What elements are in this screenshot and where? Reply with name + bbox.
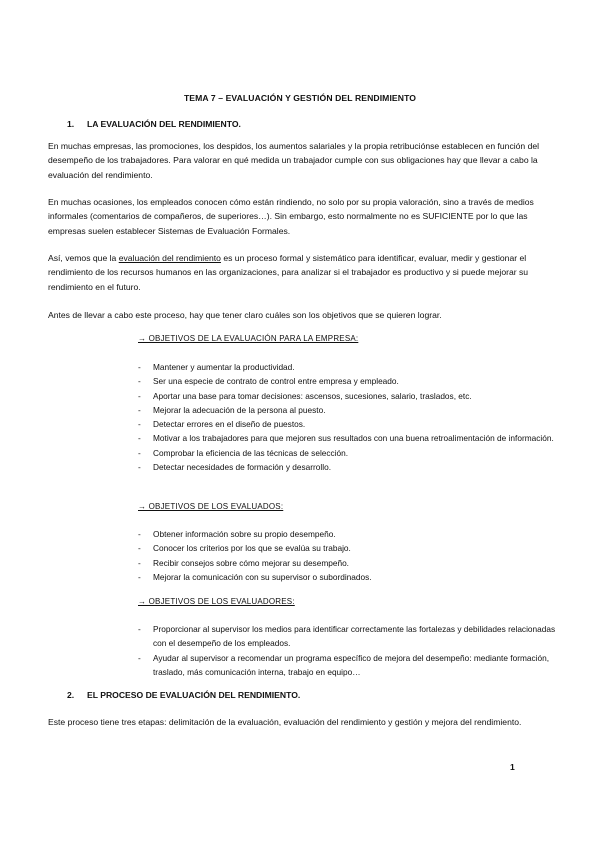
section-1-heading xyxy=(67,119,241,129)
objectives-company-list xyxy=(138,360,558,474)
list-item: - Detectar necesidades de formación y desarrollo. xyxy=(138,460,558,474)
paragraph-1: En muchas empresas, las promociones, los despidos, los aumentos salariales y la propia retribuciónse establecen en función del desempeño de los trabajadores. Para valorar en qué medida un trabajador cumple con sus obligaciones hay que llevar a cabo la evaluación del rendimiento. xyxy=(48,141,540,180)
list-bullet: - xyxy=(138,543,141,554)
list-bullet: - xyxy=(138,557,141,568)
list-bullet: - xyxy=(138,571,141,582)
objectives-evaluated-heading: → OBJETIVOS DE LOS EVALUADOS: xyxy=(138,502,284,511)
list-item: - Obtener información sobre su propio desempeño. xyxy=(138,527,558,541)
paragraph-3-start: Así, vemos que la xyxy=(48,253,119,263)
list-item: - Detectar errores en el diseño de puestos. xyxy=(138,417,558,431)
section-2-label: EL PROCESO DE EVALUACIÓN DEL RENDIMIENTO. xyxy=(87,690,301,700)
section-2-number: 2. xyxy=(67,690,75,700)
list-item: - Mantener y aumentar la productividad. xyxy=(138,360,558,374)
list-item: - Comprobar la eficiencia de las técnicas de selección. xyxy=(138,446,558,460)
paragraph-4: Antes de llevar a cabo este proceso, hay que tener claro cuáles son los objetivos que se quieren lograr. xyxy=(48,310,442,320)
objectives-evaluated-list xyxy=(138,527,558,584)
list-bullet: - xyxy=(138,419,141,430)
objectives-evaluators-list xyxy=(138,622,558,679)
list-item: - Mejorar la adecuación de la persona al puesto. xyxy=(138,403,558,417)
list-bullet: - xyxy=(138,447,141,458)
list-item: - Ayudar al supervisor a recomendar un programa específico de mejora del desempeño: mediante formación, traslado, más comunicación interna, trabajo en equipo… xyxy=(138,652,550,677)
list-item: - Ser una especie de contrato de control entre empresa y empleado. xyxy=(138,374,558,388)
list-bullet: - xyxy=(138,624,141,634)
objectives-company-heading: → OBJETIVOS DE LA EVALUACIÓN PARA LA EMPRESA: xyxy=(138,334,359,343)
list-item: - Proporcionar al supervisor los medios para identificar correctamente las fortalezas y debilidades relacionadas con el desempeño de los empleados. xyxy=(138,624,556,649)
list-bullet: - xyxy=(138,529,141,539)
list-bullet: - xyxy=(138,652,141,663)
paragraph-2: En muchas ocasiones, los empleados conocen cómo están rindiendo, no solo por su propia valoración, sino a través de medios informales (comentarios de compañeros, de superiores…). Sin embargo, esto normalmente no es SUFICIENTE por lo que las empresas suelen establecer Sistemas de Evaluación Formales. xyxy=(48,197,534,236)
paragraph-3-end: es un proceso formal y sistemático para identificar, evaluar, medir y gestionar el rendimiento de los recursos humanos en las organizaciones, para analizar si el trabajador es productivo y si puede mejorar su rendimiento en el futuro. xyxy=(48,253,529,292)
paragraph-3-term: evaluación del rendimiento xyxy=(118,253,221,263)
list-bullet: - xyxy=(138,376,141,387)
section-2-heading xyxy=(67,690,300,700)
document-title: TEMA 7 – EVALUACIÓN Y GESTIÓN DEL RENDIMIENTO xyxy=(183,93,417,103)
list-bullet: - xyxy=(138,404,141,415)
list-item: - Conocer los criterios por los que se evalúa su trabajo. xyxy=(138,541,558,555)
paragraph-3 xyxy=(48,251,553,294)
list-item: - Mejorar la comunicación con su supervisor o subordinados. xyxy=(138,570,558,584)
list-bullet: - xyxy=(138,462,141,473)
list-bullet: - xyxy=(138,362,141,372)
section-1-number: 1. xyxy=(67,119,75,129)
page-number: 1 xyxy=(510,762,515,772)
list-item: - Aportar una base para tomar decisiones: ascensos, sucesiones, salario, traslados, etc. xyxy=(138,389,558,403)
list-item: - Recibir consejos sobre cómo mejorar su desempeño. xyxy=(138,556,558,570)
list-item: - Motivar a los trabajadores para que mejoren sus resultados con una buena retroalimentación de información. xyxy=(138,431,558,445)
list-bullet: - xyxy=(138,390,141,401)
objectives-evaluators-heading: → OBJETIVOS DE LOS EVALUADORES: xyxy=(138,597,295,606)
paragraph-5: Este proceso tiene tres etapas: delimitación de la evaluación, evaluación del rendimiento y gestión y mejora del rendimiento. xyxy=(48,717,522,727)
list-bullet: - xyxy=(138,433,141,444)
section-1-label: LA EVALUACIÓN DEL RENDIMIENTO. xyxy=(87,119,241,129)
